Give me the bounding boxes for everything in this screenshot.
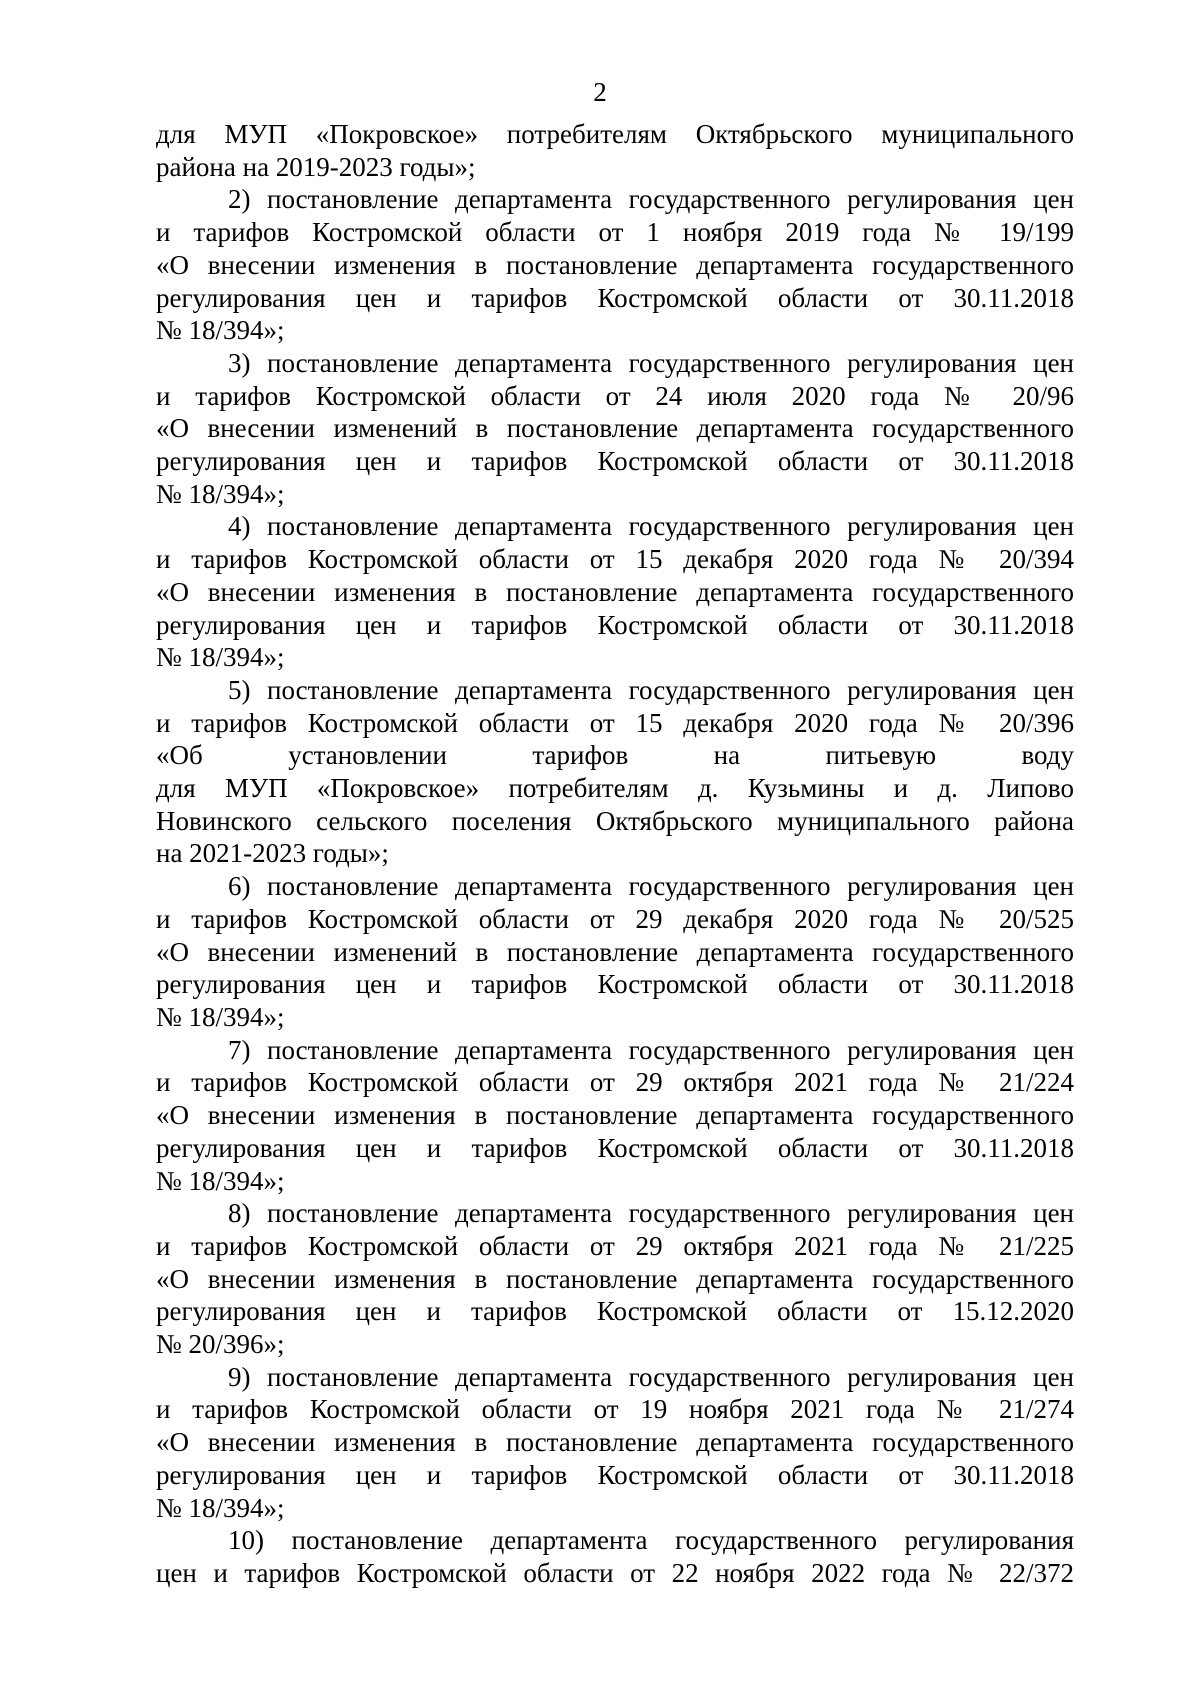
text-line: № 18/394»; <box>156 1165 285 1196</box>
text-line: и тарифов Костромской области от 29 декабря 2020 года № 20/525 <box>156 903 1074 934</box>
text-line: и тарифов Костромской области от 15 декабря 2020 года № 20/394 <box>156 544 1074 575</box>
text-line: регулирования цен и тарифов Костромской области от 30.11.2018 <box>156 609 1074 640</box>
page-number: 2 <box>593 77 607 107</box>
text-line: № 18/394»; <box>156 1492 285 1523</box>
text-line: и тарифов Костромской области от 1 ноября 2019 года № 19/199 <box>156 217 1074 248</box>
text-line: и тарифов Костромской области от 15 декабря 2020 года № 20/396 <box>156 707 1074 738</box>
intro-paragraph <box>156 118 1074 183</box>
text-line: № 18/394»; <box>156 642 285 673</box>
text-line: 7) постановление департамента государственного регулирования цен <box>228 1034 1074 1065</box>
text-line: № 18/394»; <box>156 315 285 346</box>
text-line: и тарифов Костромской области от 29 октября 2021 года № 21/224 <box>156 1067 1074 1098</box>
text-line: 5) постановление департамента государственного регулирования цен <box>228 674 1074 705</box>
decree-list-item <box>156 1524 1074 1589</box>
text-line: регулирования цен и тарифов Костромской области от 15.12.2020 <box>156 1296 1074 1327</box>
decree-list-item <box>156 347 1074 511</box>
text-line: 2) постановление департамента государственного регулирования цен <box>228 184 1074 215</box>
text-line: цен и тарифов Костромской области от 22 ноября 2022 года № 22/372 <box>156 1557 1074 1588</box>
text-line: «О внесении изменения в постановление департамента государственного <box>156 1100 1074 1131</box>
text-line: 3) постановление департамента государственного регулирования цен <box>228 347 1074 378</box>
decree-list-item <box>156 674 1074 870</box>
decree-list-item <box>156 1197 1074 1361</box>
text-line: регулирования цен и тарифов Костромской области от 30.11.2018 <box>156 969 1074 1000</box>
document-body <box>156 118 1074 1590</box>
decree-list-item <box>156 1361 1074 1525</box>
text-line: регулирования цен и тарифов Костромской области от 30.11.2018 <box>156 1459 1074 1490</box>
text-line: 8) постановление департамента государственного регулирования цен <box>228 1198 1074 1229</box>
decree-list-item <box>156 1034 1074 1198</box>
text-line: и тарифов Костромской области от 24 июля 2020 года № 20/96 <box>156 380 1074 411</box>
text-line: «О внесении изменений в постановление департамента государственного <box>156 936 1074 967</box>
text-line: «О внесении изменения в постановление департамента государственного <box>156 576 1074 607</box>
text-line: регулирования цен и тарифов Костромской области от 30.11.2018 <box>156 282 1074 313</box>
decree-list-item <box>156 183 1074 347</box>
text-line: 10) постановление департамента государственного регулирования <box>228 1525 1074 1556</box>
text-line: регулирования цен и тарифов Костромской области от 30.11.2018 <box>156 446 1074 477</box>
text-line: Новинского сельского поселения Октябрьского муниципального района <box>156 805 1074 836</box>
text-line: № 20/396»; <box>156 1329 285 1360</box>
decree-list <box>156 183 1074 1589</box>
decree-list-item <box>156 510 1074 674</box>
text-line: «О внесении изменения в постановление департамента государственного <box>156 1427 1074 1458</box>
text-line: регулирования цен и тарифов Костромской области от 30.11.2018 <box>156 1132 1074 1163</box>
text-line: «О внесении изменения в постановление департамента государственного <box>156 249 1074 280</box>
text-line: для МУП «Покровское» потребителям д. Кузьмины и д. Липово <box>156 773 1074 804</box>
text-line: «О внесении изменений в постановление департамента государственного <box>156 413 1074 444</box>
text-line: «Об установлении тарифов на питьевую воду <box>156 740 1074 771</box>
text-line: и тарифов Костромской области от 29 октября 2021 года № 21/225 <box>156 1230 1074 1261</box>
text-line: 4) постановление департамента государственного регулирования цен <box>228 511 1074 542</box>
text-line: для МУП «Покровское» потребителям Октябрьского муниципального <box>156 119 1074 149</box>
text-line: на 2021-2023 годы»; <box>156 838 389 869</box>
text-line: района на 2019-2023 годы»; <box>156 151 476 182</box>
decree-list-item <box>156 870 1074 1034</box>
text-line: № 18/394»; <box>156 1001 285 1032</box>
text-line: «О внесении изменения в постановление департамента государственного <box>156 1263 1074 1294</box>
text-line: № 18/394»; <box>156 478 285 509</box>
text-line: и тарифов Костромской области от 19 ноября 2021 года № 21/274 <box>156 1394 1074 1425</box>
text-line: 9) постановление департамента государственного регулирования цен <box>228 1361 1074 1392</box>
text-line: 6) постановление департамента государственного регулирования цен <box>228 871 1074 902</box>
